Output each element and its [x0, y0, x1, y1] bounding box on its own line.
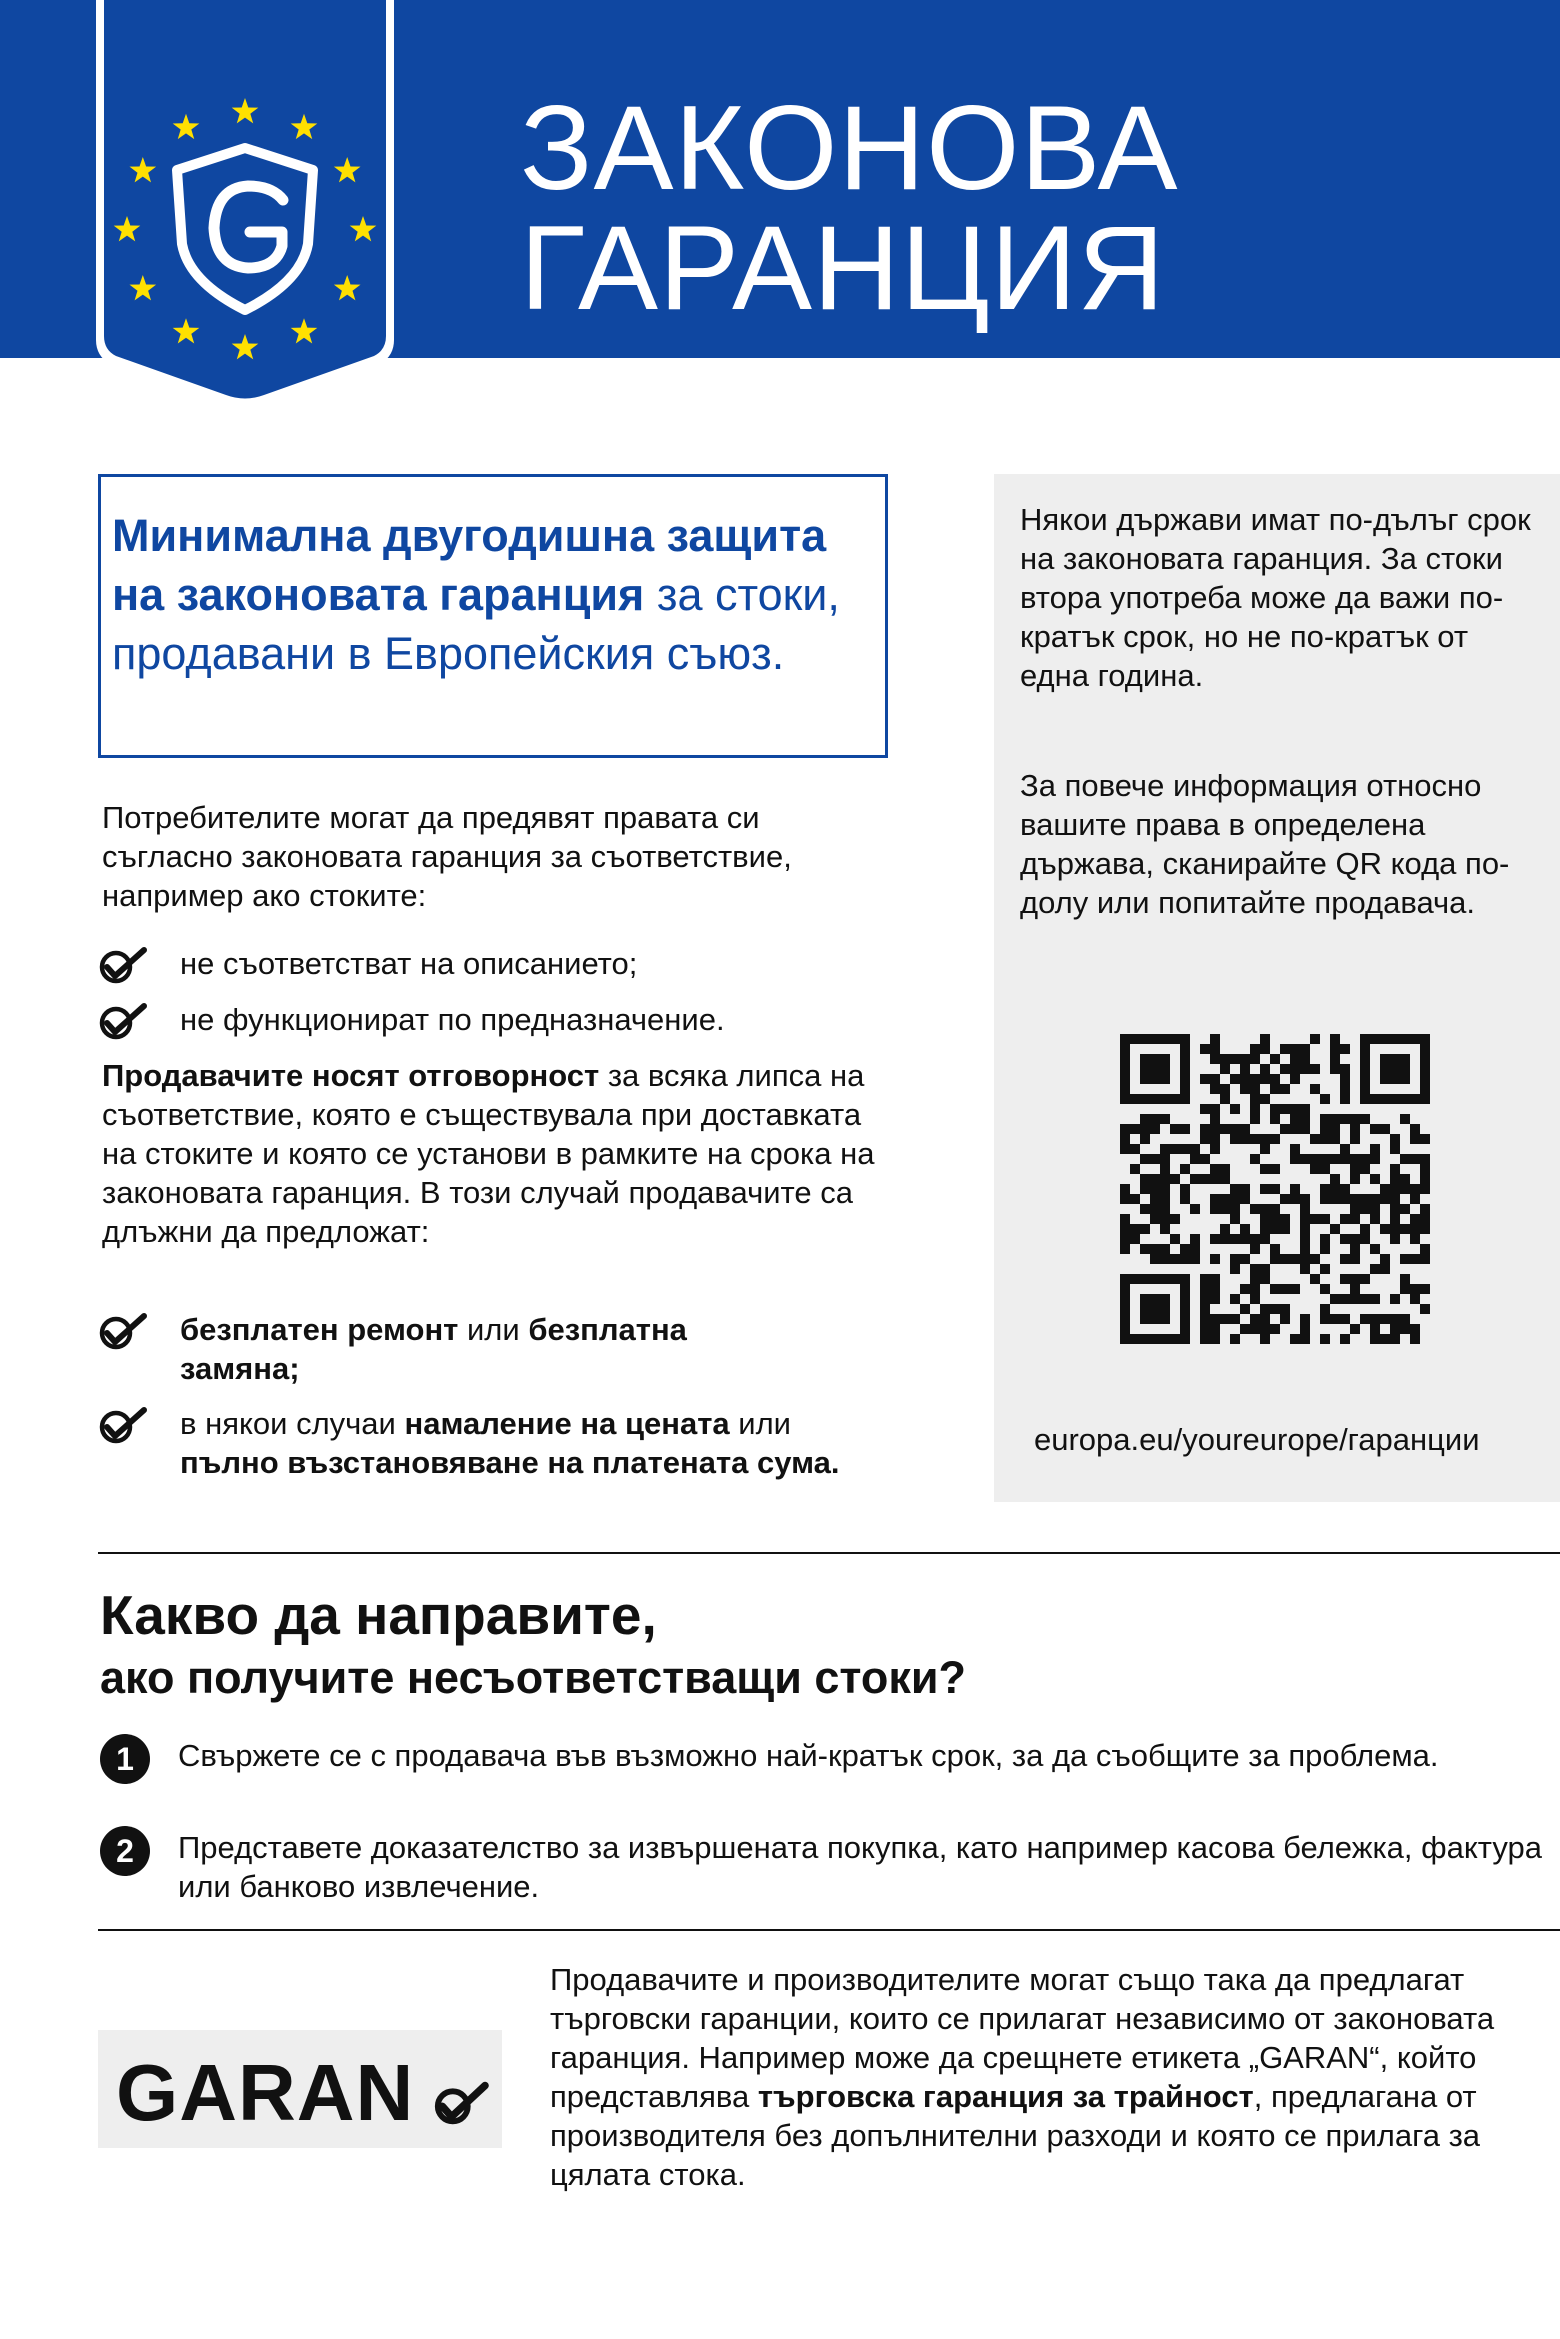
intro-text [112, 506, 882, 683]
garan-text-1: Продавачите и производителите могат също така да предлагат търговски гаранции, които се прилагат независимо от законовата гаранция. Например може да срещнете етикета „GARAN“, който представлява [550, 1962, 1495, 2114]
remedy-1-text: или [458, 1312, 529, 1347]
side-paragraph-2: За повече информация относно вашите права в определена държава, сканирайте QR кода по-долу или попитайте продавача. [1020, 768, 1510, 920]
divider [98, 1929, 1560, 1931]
check-mark-icon [98, 1002, 150, 1042]
rights-lead: Потребителите могат да предявят правата си съгласно законовата гаранция за съответствие, например ако стоките: [102, 800, 792, 913]
sellers-paragraph [102, 1056, 902, 1251]
check-mark-icon [432, 2080, 492, 2128]
sellers-bold: Продавачите носят отговорност [102, 1058, 600, 1093]
check-mark-icon [98, 1312, 150, 1352]
eu-guarantee-shield-icon [96, 0, 394, 410]
step-number-badge: 1 [100, 1734, 150, 1784]
list-item-text: не функционират по предназначение. [180, 1002, 725, 1037]
sellers-regular: за всяка липса на съответствие, която е съществувала при доставката на стоките и която се установи в рамките на срока на законовата гаранция. В този случай продавачите са длъжни да предложат: [102, 1058, 875, 1249]
side-paragraph-1: Някои държави имат по-дълъг срок на законовата гаранция. За стоки втора употреба може да важи по-кратък срок, но не по-кратък от една година. [1020, 502, 1531, 693]
step-text: Представете доказателство за извършената покупка, като например касова бележка, фактура или банково извлечение. [178, 1830, 1542, 1904]
remedy-2-text-2: или [729, 1406, 791, 1441]
step-number-badge: 2 [100, 1826, 150, 1876]
remedy-1-bold-1: безплатен ремонт [180, 1312, 459, 1347]
list-item-text [180, 1310, 687, 1388]
title-line-2: ГАРАНЦИЯ [520, 201, 1166, 335]
garan-paragraph [550, 1960, 1540, 2194]
intro-bold: Минимална двугодишна защита на законовата гаранция [112, 510, 827, 620]
remedy-2-bold: намаление на цената [404, 1406, 730, 1441]
list-item [98, 1404, 918, 1484]
garan-logo-text: GARAN [116, 2048, 415, 2137]
garan-bold: търговска гаранция за трайност [757, 2079, 1254, 2114]
step-text: Свържете се с продавача във възможно най-кратък срок, за да съобщите за проблема. [178, 1738, 1439, 1773]
garan-text-2: , предлагана от производителя без допълнителни разходи и която се прилага за цялата стока. [550, 2079, 1481, 2192]
list-item-text: не съответстват на описанието; [180, 946, 638, 981]
intro-regular: за стоки, продавани в Европейския съюз. [112, 569, 840, 679]
check-mark-icon [98, 946, 150, 986]
remedy-2-line-2: пълно възстановяване на платената сума. [180, 1445, 840, 1480]
list-item-text [180, 1404, 839, 1482]
page-title [520, 81, 1179, 335]
title-line-1: ЗАКОНОВА [520, 81, 1179, 215]
remedy-1-bold-2: безплатна [528, 1312, 687, 1347]
section-subheading: ако получите несъответстващи стоки? [100, 1652, 967, 1703]
qr-code-icon[interactable] [1120, 1034, 1430, 1344]
section-heading: Какво да направите, [100, 1584, 657, 1646]
check-mark-icon [98, 1406, 150, 1446]
remedy-2-text-1: в някои случаи [180, 1406, 405, 1441]
divider [98, 1552, 1560, 1554]
remedy-1-line-2: замяна; [180, 1351, 300, 1386]
youreurope-link[interactable]: europa.eu/youreurope/гаранции [1034, 1422, 1480, 1457]
list-item [98, 1310, 898, 1390]
